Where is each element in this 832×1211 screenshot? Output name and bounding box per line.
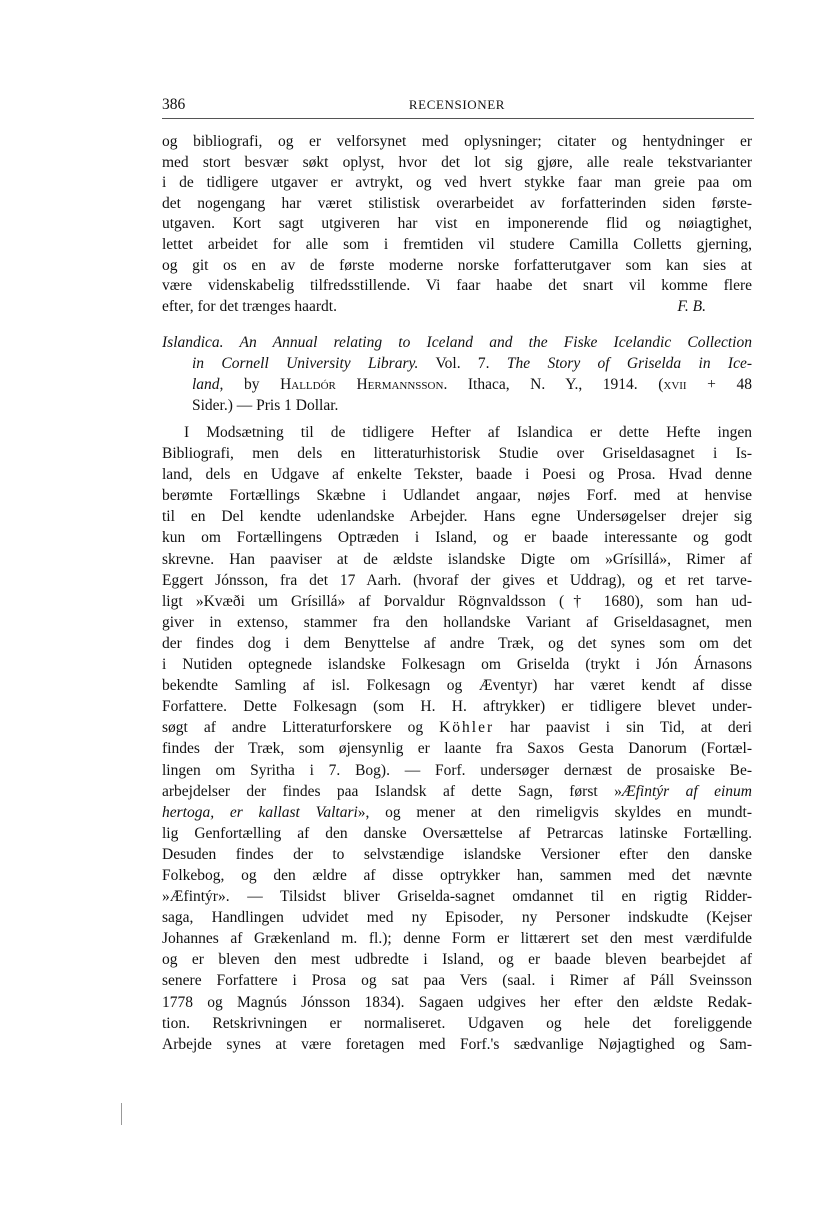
page-number: 386 bbox=[162, 96, 186, 113]
running-title: RECENSIONER bbox=[408, 97, 506, 112]
text-segment: tion. Retskrivningen er normaliseret. Udgaven og hele det foreliggende bbox=[162, 1014, 752, 1032]
text-segment: lingen om Syritha i 7. Bog). — Forf. undersøger dernæst de prosaiske Be- bbox=[162, 761, 752, 779]
text-line bbox=[162, 696, 752, 717]
text-segment: har paavist i sin Tid, at deri bbox=[494, 719, 752, 737]
italic-text: Æfintýr af einum bbox=[621, 782, 752, 800]
text-segment: søgt af andre Litteraturforskere og bbox=[162, 719, 440, 737]
text-segment: skrevne. Han paaviser at de ældste islandske Digte om »Grísillá», Rimer af bbox=[162, 550, 752, 568]
text-line bbox=[162, 781, 752, 802]
text-line bbox=[162, 570, 752, 591]
text-line: lettet arbeidet for alle som i fremtiden vil studere Camilla Colletts gjerning, bbox=[162, 235, 752, 253]
header-rule bbox=[162, 118, 754, 119]
text-segment: Vol. 7. bbox=[418, 355, 507, 373]
text-segment: arbejdelser der findes paa Islandsk af dette Sagn, først » bbox=[162, 782, 622, 800]
text-line bbox=[162, 464, 752, 485]
text-line bbox=[162, 823, 752, 844]
text-segment: Desuden findes der to selvstændige islandske Versioner efter den danske bbox=[162, 845, 752, 863]
text-line bbox=[162, 675, 752, 696]
text-segment: Sider.) — Pris 1 Dollar. bbox=[192, 397, 339, 415]
text-line: være videnskabelig tilfredsstillende. Vi faar haabe det snart vil komme flere bbox=[162, 277, 752, 295]
text-segment: der findes dog i dem Benyttelse af andre Træk, og det synes som om det bbox=[162, 634, 752, 652]
text-line bbox=[162, 633, 752, 654]
review-2-body bbox=[162, 422, 752, 1055]
italic-text: hertoga, er kallast Valtari bbox=[162, 803, 358, 821]
text-segment: + 48 bbox=[686, 376, 752, 394]
text-line bbox=[162, 422, 752, 443]
text-line bbox=[162, 506, 752, 527]
text-line: det nogengang har været stilistisk overarbeidet av forfatterinden siden første- bbox=[162, 194, 752, 212]
text-line: og git os en av de første moderne norske forfatterutgaver som kan sies at bbox=[162, 256, 752, 274]
text-line bbox=[162, 443, 752, 464]
review-1-text bbox=[162, 132, 752, 317]
text-line bbox=[162, 865, 752, 886]
text-segment: Forfattere. Dette Folkesagn (som H. H. aftrykker) er tidligere blevet under- bbox=[162, 698, 752, 716]
text-segment: . Ithaca, N. Y., 1914. ( bbox=[443, 376, 664, 394]
scan-mark bbox=[121, 1103, 122, 1125]
text-line: og bibliografi, og er velforsynet med oplysninger; citater og hentydninger er bbox=[162, 133, 752, 150]
text-line bbox=[162, 612, 752, 633]
text-line bbox=[162, 760, 752, 781]
text-line bbox=[162, 949, 752, 970]
text-line bbox=[162, 802, 752, 823]
text-line bbox=[162, 485, 752, 506]
text-line bbox=[162, 395, 752, 416]
text-segment: giver in extenso, stammer fra den hollandske Variant af Griseldasagnet, men bbox=[162, 613, 752, 631]
italic-text: land, bbox=[192, 376, 224, 394]
author-name: Halldór Hermannsson bbox=[280, 376, 444, 394]
text-segment: land, dels en Udgave af enkelte Tekster, baade i Poesi og Prosa. Hvad denne bbox=[162, 466, 752, 484]
text-line bbox=[162, 1013, 752, 1034]
italic-text: The Story of Griselda in Ice- bbox=[506, 355, 752, 373]
text-line bbox=[162, 1034, 752, 1055]
text-segment: 1778 og Magnús Jónsson 1834). Sagaen udgives her efter den ældste Redak- bbox=[162, 993, 752, 1011]
text-line bbox=[162, 844, 752, 865]
text-line bbox=[162, 353, 752, 374]
text-segment: senere Forfattere i Prosa og sat paa Vers (saal. i Rimer af Páll Sveinsson bbox=[162, 972, 752, 990]
text-segment: Folkebog, og den ældre af disse optrykker han, sammen med det nævnte bbox=[162, 866, 752, 884]
text-segment: bekendte Samling af isl. Folkesagn og Æventyr) har været kendt af disse bbox=[162, 677, 752, 695]
text-line: med stort besvær søkt oplyst, hvor det lot sig gjøre, alle reale tekstvarianter bbox=[162, 153, 752, 171]
text-line: utgaven. Kort sagt utgiveren har vist en imponerende flid og nøiagtighet, bbox=[162, 215, 752, 233]
text-line bbox=[162, 549, 752, 570]
text-segment: berømte Fortællings Skæbne i Udlandet angaar, nøjes Forf. med at henvise bbox=[162, 487, 752, 505]
spaced-name: Köhler bbox=[439, 719, 495, 737]
text-line bbox=[162, 970, 752, 991]
text-line bbox=[162, 591, 752, 612]
italic-text: Islandica. An Annual relating to Iceland and the Fiske Icelandic Collection bbox=[162, 334, 752, 351]
text-line bbox=[162, 654, 752, 675]
text-line bbox=[162, 527, 752, 548]
italic-text: in Cornell University Library. bbox=[192, 355, 419, 373]
text-segment: Eggert Jónsson, fra det 17 Aarh. (hvoraf der gives et Uddrag), og et ret tarve- bbox=[162, 571, 752, 589]
text-line bbox=[162, 738, 752, 759]
text-segment: kun om Fortællingens Optræden i Island, og er baade interessante og godt bbox=[162, 529, 752, 547]
text-segment: til en Del kendte udenlandske Arbejder. Hans egne Undersøgelser drejer sig bbox=[162, 508, 752, 526]
text-line bbox=[162, 992, 752, 1013]
text-line bbox=[162, 928, 752, 949]
text-segment: ligt »Kvæði um Grísillá» af Þorvaldur Rögnvaldsson († 1680), som han ud- bbox=[162, 592, 752, 610]
text-segment: og er bleven den mest udbredte i Island, og er baade bleven bearbejdet af bbox=[162, 951, 752, 969]
text-line bbox=[162, 907, 752, 928]
text-segment: »Æfintýr». — Tilsidst bliver Griselda-sagnet omdannet til en rigtig Ridder- bbox=[162, 888, 752, 906]
text-segment: i Nutiden optegnede islandske Folkesagn om Griselda (trykt i Jón Árnasons bbox=[162, 656, 752, 674]
text-line bbox=[162, 717, 752, 738]
text-segment: Arbejde synes at være foretagen med Forf.'s sædvanlige Nøjagtighed og Sam- bbox=[162, 1035, 752, 1053]
text-segment: », og mener at den rimeligvis skyldes en mundt- bbox=[357, 803, 752, 821]
text-segment: lig Genfortælling af den danske Oversættelse af Petrarcas latinske Fortælling. bbox=[162, 824, 752, 842]
text-line bbox=[162, 332, 752, 353]
text-segment: Bibliografi, men dels en litteraturhistorisk Studie over Griseldasagnet i Is- bbox=[162, 445, 752, 463]
text-line bbox=[162, 886, 752, 907]
text-segment: by bbox=[223, 376, 281, 394]
page-header bbox=[162, 96, 752, 116]
text-segment: findes der Træk, som øjensynlig er laante fra Saxos Gesta Danorum (Fortæl- bbox=[162, 740, 752, 758]
text-segment: Johannes af Grækenland m. fl.); denne Form er littærert set den mest værdifulde bbox=[162, 930, 752, 948]
text-line: efter, for det trænges haardt. F. B. bbox=[162, 297, 752, 318]
text-segment: saga, Handlingen udvidet med ny Episoder, ny Personer indskudte (Kejser bbox=[162, 909, 752, 927]
text-line: i de tidligere utgaver er avtrykt, og ved hvert stykke faar man greie paa om bbox=[162, 174, 752, 192]
review-2-citation bbox=[162, 332, 752, 416]
text-segment: I Modsætning til de tidligere Hefter af Islandica er dette Hefte ingen bbox=[184, 424, 752, 441]
author-name: xvii bbox=[663, 376, 687, 394]
text-line bbox=[162, 374, 752, 395]
signature: F. B. bbox=[677, 297, 706, 315]
